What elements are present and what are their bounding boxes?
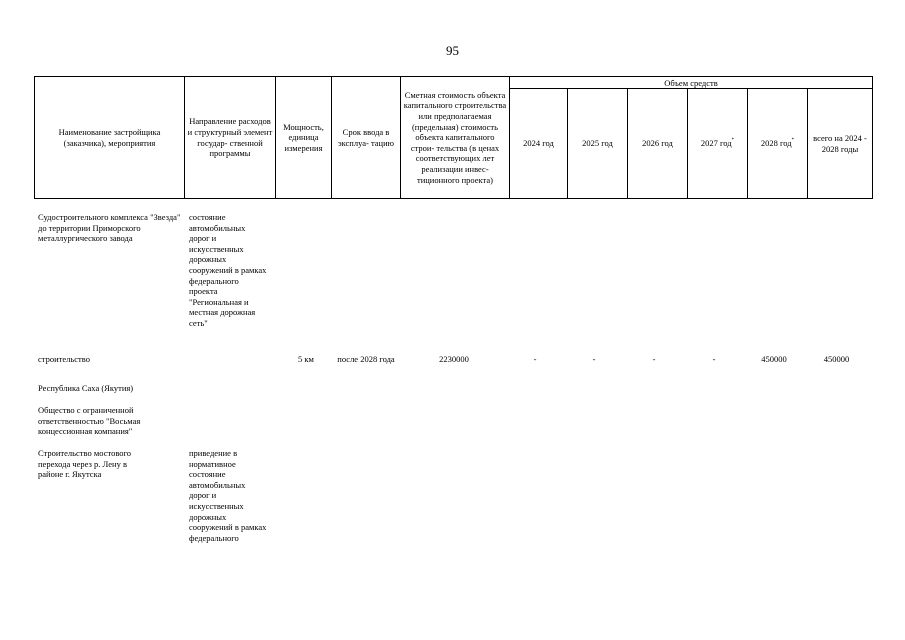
row-name: Строительство мостового перехода через р. Лену в районе г. Якутска <box>38 448 132 480</box>
row-2028: 450000 <box>761 354 787 364</box>
header-table <box>34 76 873 199</box>
row-2026: - <box>652 354 656 364</box>
row-2025: - <box>592 354 596 364</box>
page-number: 95 <box>446 43 459 58</box>
header-year-2028 <box>748 89 808 199</box>
header-year-2028-label: 2028 год <box>760 138 792 149</box>
row-capacity: 5 км <box>298 354 314 364</box>
header-cost: Сметная стоимость объекта капитального строительства или предполагаемая (предельная) стоимость объекта капитального строи- тельства (в ценах соответствующих лет реализации инвес- тиционного проекта) <box>401 77 510 199</box>
header-volume: Объем средств <box>510 77 873 89</box>
header-total: всего на 2024 - 2028 годы <box>808 89 873 199</box>
row-name: Республика Саха (Якутия) <box>38 383 134 393</box>
row-name: строительство <box>38 354 90 364</box>
header-year-2026: 2026 год <box>628 89 688 199</box>
row-cost: 2230000 <box>439 354 469 364</box>
row-term: после 2028 года <box>337 354 395 364</box>
header-year-2027-label: 2027 год <box>700 138 732 149</box>
row-name: Общество с ограниченной ответственностью "Восьмая концессионная компания" <box>38 405 141 437</box>
row-direction: состояние автомобильных дорог и искусственных дорожных сооружений в рамках федерального проекта "Региональная и местная дорожная сеть" <box>189 212 267 328</box>
row-direction: приведение в нормативное состояние автомобильных дорог и искусственных дорожных сооружений в рамках федерального <box>189 448 267 543</box>
header-year-2024: 2024 год <box>510 89 568 199</box>
row-2027: - <box>712 354 716 364</box>
header-year-2027 <box>688 89 748 199</box>
header-year-2025: 2025 год <box>568 89 628 199</box>
header-name: Наименование застройщика (заказчика), мероприятия <box>35 77 185 199</box>
footnote-mark: * <box>791 138 795 144</box>
footnote-mark: * <box>731 138 735 144</box>
header-capacity: Мощность, единица измерения <box>276 77 332 199</box>
row-total: 450000 <box>823 354 850 364</box>
row-name: Судостроительного комплекса "Звезда" до территории Приморского металлургического завода <box>38 212 181 244</box>
header-term: Срок ввода в эксплуа- тацию <box>332 77 401 199</box>
header-direction: Направление расходов и структурный элемент государ- ственной программы <box>185 77 276 199</box>
row-2024: - <box>533 354 537 364</box>
